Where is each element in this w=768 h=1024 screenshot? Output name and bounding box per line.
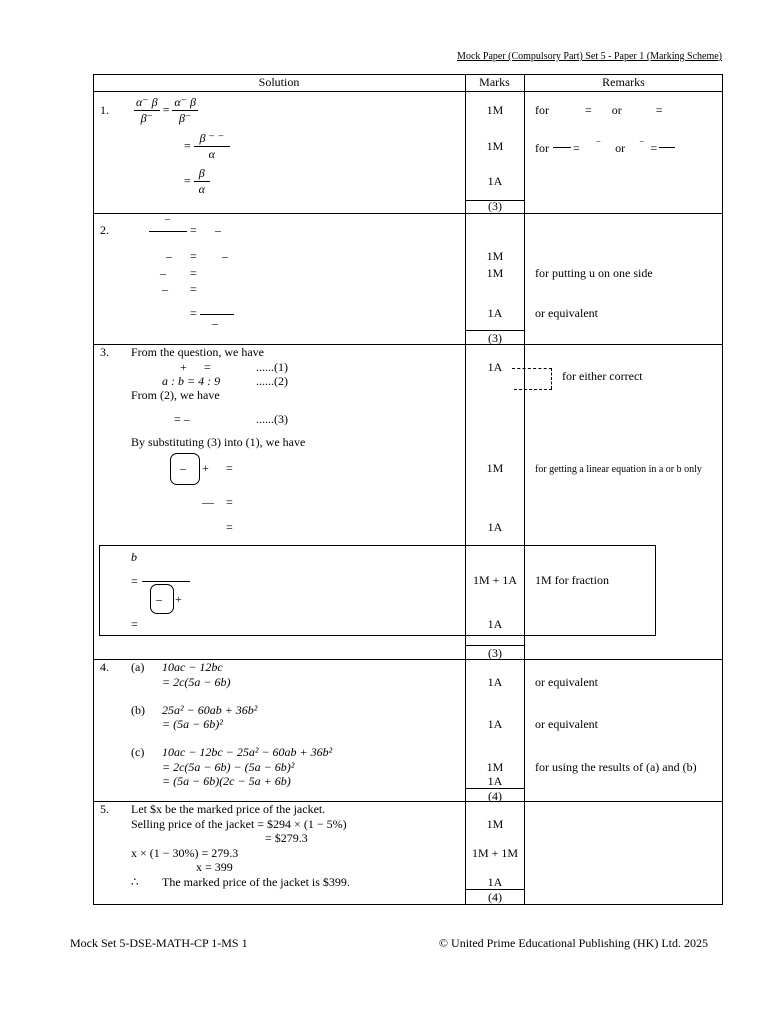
q4-a-line2: = 2c(5a − 6b): [162, 675, 231, 689]
q4-mark-1: 1A: [487, 675, 503, 689]
q3-l9: =: [226, 520, 233, 534]
q2-l2b: =: [190, 249, 197, 263]
q5-mark-3: 1A: [487, 875, 503, 889]
fraction-bar: [142, 581, 190, 582]
q1-remark-2: for = ⁻ or ⁻ =: [535, 139, 675, 156]
q3-total: (3): [488, 646, 502, 660]
fraction-bar: [200, 314, 234, 315]
q2-total: (3): [488, 331, 502, 345]
q5-line3: = $279.3: [265, 831, 308, 845]
q5-conclusion: The marked price of the jacket is $399.: [162, 875, 350, 889]
bracket-side: [551, 368, 552, 389]
q3-mark-3: 1A: [487, 520, 503, 534]
parenthesis: [150, 584, 174, 614]
q1-line2: = $\frac{\beta ^- ^-}{\alpha}$: [184, 131, 230, 162]
q3-l2b: =: [204, 360, 211, 374]
q4-total: (4): [488, 789, 502, 803]
q3-box-eq2: =: [131, 617, 138, 631]
q2-l1-eq: =: [190, 223, 197, 237]
q3-l7a: –: [180, 461, 186, 475]
q1-line3: = $\frac{\beta}{\alpha}$: [184, 166, 210, 197]
col-header-remarks: Remarks: [602, 75, 645, 89]
q4-a-label: (a): [131, 660, 145, 674]
q3-mark-4: 1M + 1A: [472, 573, 518, 587]
q3-box-b: b: [131, 550, 137, 564]
q2-l2c: –: [222, 249, 228, 263]
q4-remark-2: or equivalent: [535, 717, 598, 731]
header-divider: [93, 91, 723, 92]
q4-remark-1: or equivalent: [535, 675, 598, 689]
q3-line1: From the question, we have: [131, 345, 264, 359]
col-divider-remarks: [524, 74, 525, 905]
q2-mark-2: 1M: [486, 266, 504, 280]
q3-number: 3.: [100, 345, 109, 359]
q3-remark-1: for either correct: [562, 369, 643, 383]
q4-c-line3: = (5a − 6b)(2c − 5a + 6b): [162, 774, 291, 788]
q3-mark-1: 1A: [487, 360, 503, 374]
q5-line4: x × (1 − 30%) = 279.3: [131, 846, 239, 860]
q3-l7c: =: [226, 461, 233, 475]
q3-box-plus: +: [175, 592, 182, 606]
q2-mark-1: 1M: [486, 249, 504, 263]
q5-number: 5.: [100, 802, 109, 816]
q3-l7b: +: [202, 461, 209, 475]
col-header-solution: Solution: [258, 75, 300, 89]
q4-c-line2: = 2c(5a − 6b) − (5a − 6b)²: [162, 760, 295, 774]
q2-l1-minus: –: [165, 214, 170, 225]
q1-mark-3: 1A: [487, 174, 503, 188]
q1-remark-1: for = or =: [535, 103, 663, 117]
q2-l3b: =: [190, 266, 197, 280]
q3-l2a: +: [180, 360, 187, 374]
q4-b-line1: 25a² − 60ab + 36b²: [162, 703, 258, 717]
bracket-bottom: [514, 389, 552, 390]
q4-a-line1: 10ac − 12bc: [162, 660, 223, 674]
col-header-marks: Marks: [479, 75, 510, 89]
q3-mark-2: 1M: [486, 461, 504, 475]
q4-b-line2: = (5a − 6b)²: [162, 717, 223, 731]
q4-mark-3: 1M: [486, 760, 504, 774]
q1-mark-1: 1M: [486, 103, 504, 117]
q2-l5a: =: [190, 306, 197, 320]
q3-l2c: ......(1): [256, 360, 288, 374]
q4-c-label: (c): [131, 745, 145, 759]
q3-line5: = –: [174, 412, 190, 426]
q4-mark-2: 1A: [487, 717, 503, 731]
q2-l4b: =: [190, 282, 197, 296]
q3-line6: By substituting (3) into (1), we have: [131, 435, 306, 449]
q5-mark-1: 1M: [486, 817, 504, 831]
q5-total: (4): [488, 890, 502, 904]
q1-line1: $\frac{\alpha^- \beta}{\beta^-}$ = $\frac{\alpha^- \beta}{\beta^-}$: [136, 95, 196, 125]
q2-l2a: –: [166, 249, 172, 263]
q4-number: 4.: [100, 660, 109, 674]
page-header: Mock Paper (Compulsory Part) Set 5 - Paper 1 (Marking Scheme): [457, 51, 722, 62]
q2-l3a: –: [160, 266, 166, 280]
q1-mark-2: 1M: [486, 139, 504, 153]
q2-l5b: –: [212, 316, 218, 330]
q3-box-eq1: =: [131, 574, 138, 588]
q5-line2: Selling price of the jacket = $294 × (1 − 5%): [131, 817, 347, 831]
footer-right: © United Prime Educational Publishing (HK) Ltd. 2025: [438, 936, 708, 950]
q1-number: 1.: [100, 103, 109, 117]
therefore-symbol: ∴: [131, 875, 139, 889]
q2-l4a: –: [162, 282, 168, 296]
q2-mark-3: 1A: [487, 306, 503, 320]
alternative-solution-box: [99, 545, 656, 636]
q3-l8b: =: [226, 495, 233, 509]
q4-remark-3: for using the results of (a) and (b): [535, 760, 697, 774]
q5-mark-2: 1M + 1M: [471, 846, 519, 860]
q4-b-label: (b): [131, 703, 145, 717]
q3-eq2-label: ......(2): [256, 374, 288, 388]
q3-remark-3: 1M for fraction: [535, 573, 609, 587]
q2-remark-1: for putting u on one side: [535, 266, 653, 280]
q4-mark-4: 1A: [487, 774, 503, 788]
fraction-bar: [149, 231, 187, 232]
q5-line1: Let $x be the marked price of the jacket.: [131, 802, 326, 816]
q2-number: 2.: [100, 223, 109, 237]
q5-line5: x = 399: [196, 860, 233, 874]
q3-ratio: a : b = 4 : 9: [162, 374, 221, 388]
q2-remark-2: or equivalent: [535, 306, 598, 320]
q3-mark-5: 1A: [487, 617, 503, 631]
q4-c-line1: 10ac − 12bc − 25a² − 60ab + 36b²: [162, 745, 333, 759]
q2-l1-term: –: [215, 223, 221, 237]
q3-line4: From (2), we have: [131, 388, 220, 402]
footer-left: Mock Set 5-DSE-MATH-CP 1-MS 1: [70, 936, 248, 950]
row-divider: [93, 213, 723, 214]
q3-box-minus: –: [156, 592, 162, 606]
q1-total: (3): [488, 199, 502, 213]
q3-eq3-label: ......(3): [256, 412, 288, 426]
q3-remark-2: for getting a linear equation in a or b only: [535, 464, 702, 475]
q3-l8a: —: [202, 495, 214, 509]
